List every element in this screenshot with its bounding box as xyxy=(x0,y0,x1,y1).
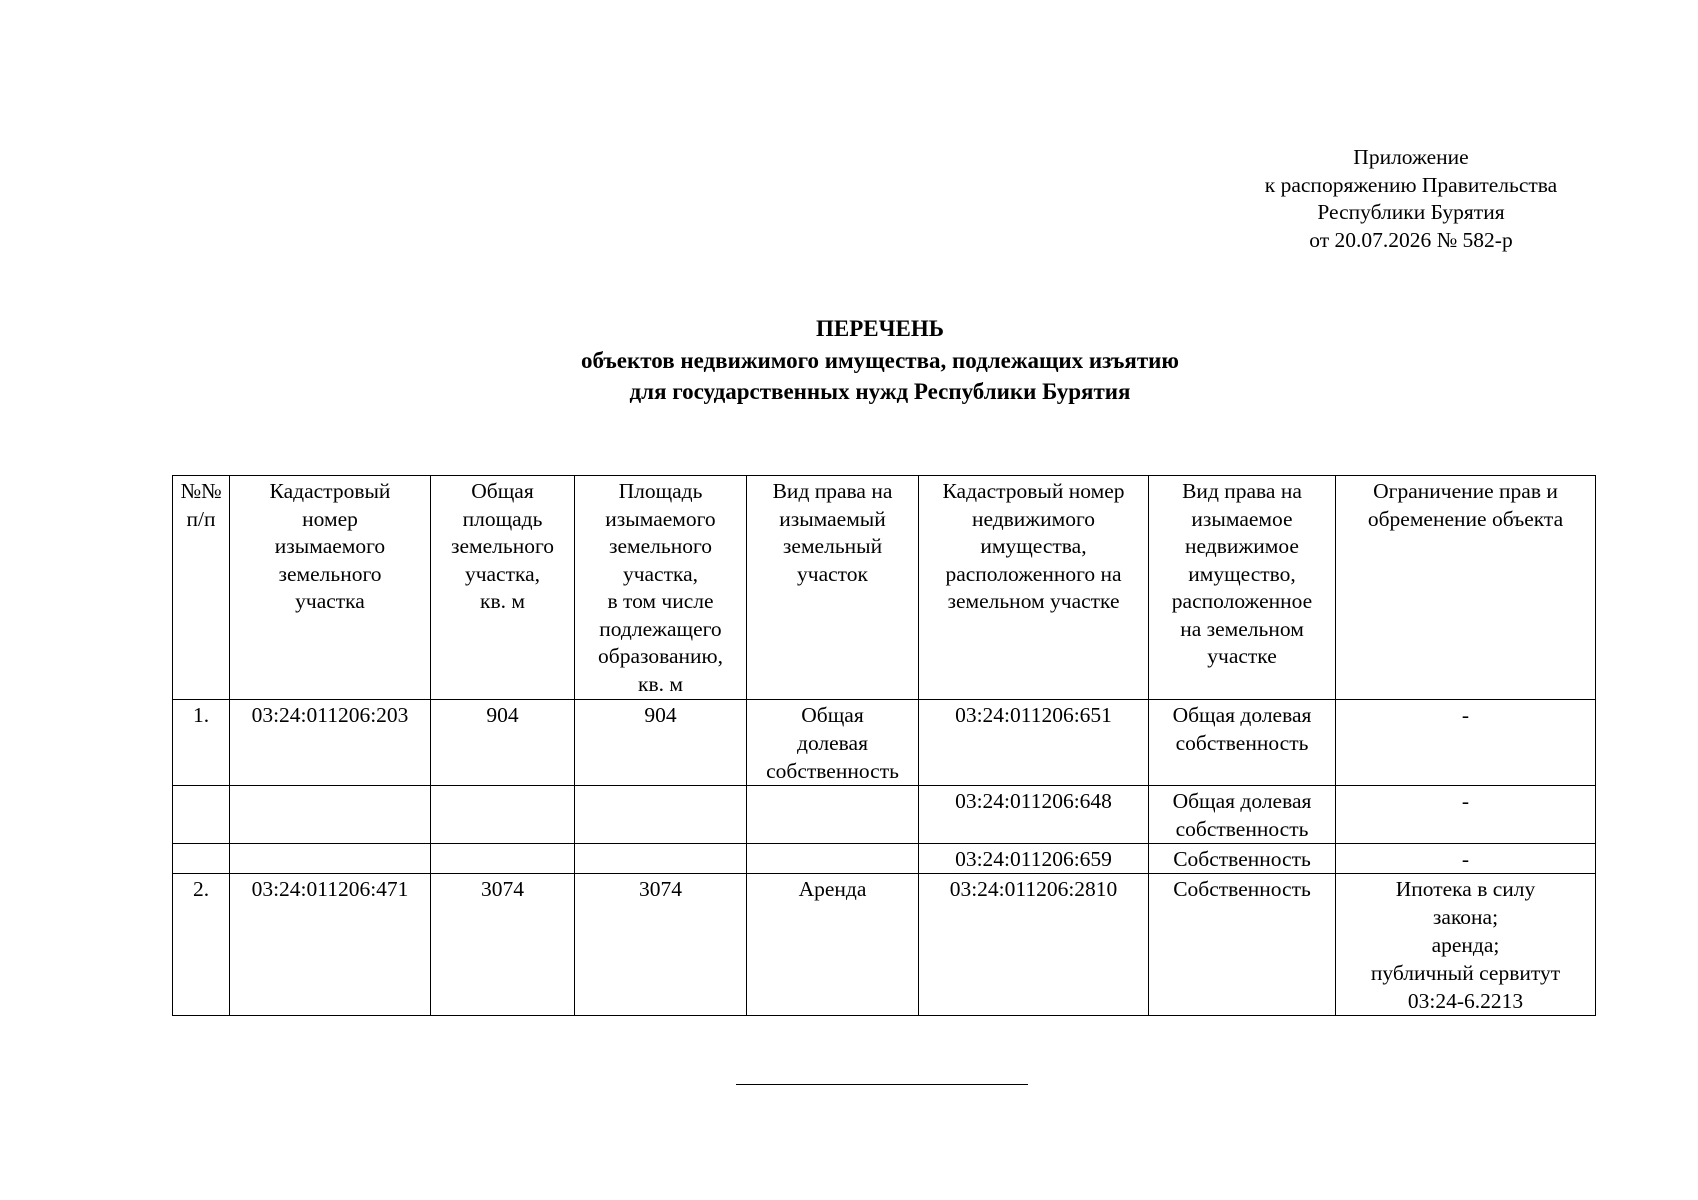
cell-line: Общая долевая xyxy=(1172,789,1312,813)
header-line: недвижимого xyxy=(971,506,1096,531)
cell-line: аренда; xyxy=(1431,933,1500,957)
table-cell xyxy=(747,874,919,1016)
table-cell xyxy=(1149,700,1336,786)
header-line: земельный xyxy=(782,534,883,558)
title-line: для государственных нужд Республики Бурятия xyxy=(629,379,1131,404)
table-cell xyxy=(173,786,230,844)
cell-line: долевая xyxy=(797,731,868,755)
cell-line: 03:24:011206:651 xyxy=(955,703,1112,727)
cell-line: - xyxy=(1461,703,1470,727)
cell-line: - xyxy=(1461,789,1470,813)
header-line: изымаемого xyxy=(605,506,716,531)
cell-line: собственность xyxy=(766,759,899,783)
table-cell xyxy=(230,700,431,786)
cell-line: публичный сервитут xyxy=(1370,961,1561,985)
table-cell xyxy=(230,786,431,844)
table-cell xyxy=(1336,844,1596,874)
cell-line: - xyxy=(1461,847,1470,871)
table-cell xyxy=(1149,786,1336,844)
cell-line: 03:24:011206:471 xyxy=(251,877,409,901)
header-line: п/п xyxy=(186,506,216,531)
header-line: земельного xyxy=(450,534,554,558)
header-line: Вид права на xyxy=(1182,479,1302,503)
cell-line: Общая долевая xyxy=(1172,703,1312,727)
table-cell xyxy=(747,786,919,844)
header-line: изымаемого xyxy=(274,534,386,558)
header-line: имущество, xyxy=(1188,561,1296,586)
header-line: участка, xyxy=(464,561,541,586)
cell-line: 1. xyxy=(192,703,210,727)
header-line: Ограничение прав и xyxy=(1373,479,1558,503)
appendix-line: к распоряжению Правительства xyxy=(1264,172,1558,197)
document-title xyxy=(440,313,1320,408)
header-line: земельного xyxy=(278,561,382,586)
header-line: подлежащего xyxy=(599,616,722,641)
cell-line: 03:24:011206:648 xyxy=(955,789,1112,813)
table-cell xyxy=(919,844,1149,874)
column-header xyxy=(747,476,919,700)
table-cell xyxy=(173,700,230,786)
cell-line: 03:24:011206:2810 xyxy=(949,877,1118,901)
property-table xyxy=(172,475,1596,1016)
header-line: имущества, xyxy=(980,534,1087,558)
cell-line: 2. xyxy=(192,877,210,901)
header-line: Кадастровый xyxy=(269,479,391,503)
appendix-note xyxy=(1236,144,1586,254)
table-cell xyxy=(747,844,919,874)
table-row xyxy=(173,844,1596,874)
header-line: обременение объекта xyxy=(1367,506,1564,531)
cell-line: собственность xyxy=(1175,817,1309,841)
appendix-line: от 20.07.2026 № 582-р xyxy=(1309,227,1513,252)
table-cell xyxy=(919,786,1149,844)
table-cell xyxy=(1336,874,1596,1016)
table-cell xyxy=(431,844,575,874)
header-line: расположенное xyxy=(1171,589,1313,613)
cell-line: Общая xyxy=(801,703,864,727)
footer-divider xyxy=(736,1084,1028,1085)
column-header xyxy=(919,476,1149,700)
header-line: на земельном xyxy=(1180,616,1304,641)
table-cell xyxy=(575,700,747,786)
table-cell xyxy=(1149,844,1336,874)
table-row xyxy=(173,700,1596,786)
header-line: кв. м xyxy=(638,671,683,696)
column-header xyxy=(1336,476,1596,700)
table-cell xyxy=(1149,874,1336,1016)
table-cell xyxy=(431,786,575,844)
table-cell xyxy=(747,700,919,786)
title-line: объектов недвижимого имущества, подлежащих изъятию xyxy=(580,347,1180,373)
header-line: Площадь xyxy=(618,479,703,503)
table-row xyxy=(173,786,1596,844)
header-line: участок xyxy=(797,561,868,586)
column-header xyxy=(431,476,575,700)
table-cell xyxy=(431,700,575,786)
header-line: изымаемое xyxy=(1191,506,1293,531)
header-line: кв. м xyxy=(480,589,525,613)
cell-line: 904 xyxy=(644,703,677,727)
column-header xyxy=(575,476,747,700)
table-body xyxy=(173,700,1596,1016)
header-line: №№ xyxy=(180,479,222,503)
table-cell xyxy=(575,844,747,874)
table-cell xyxy=(1336,786,1596,844)
cell-line: закона; xyxy=(1432,905,1499,929)
header-line: Кадастровый номер xyxy=(942,479,1125,503)
header-line: в том числе xyxy=(607,589,714,613)
cell-line: Собственность xyxy=(1173,877,1311,901)
table-cell xyxy=(575,786,747,844)
table-row xyxy=(173,874,1596,1016)
header-line: Вид права на xyxy=(772,479,893,503)
header-line: земельного xyxy=(608,534,712,558)
table-cell xyxy=(230,874,431,1016)
header-line: земельном участке xyxy=(947,589,1120,613)
cell-line: собственность xyxy=(1175,731,1309,755)
appendix-line: Приложение xyxy=(1353,145,1469,169)
table-cell xyxy=(431,874,575,1016)
table-header-row xyxy=(173,476,1596,700)
cell-line: 904 xyxy=(486,703,519,727)
table-cell xyxy=(575,874,747,1016)
header-line: номер xyxy=(302,506,358,531)
cell-line: Собственность xyxy=(1173,847,1311,871)
table-cell xyxy=(230,844,431,874)
table-cell xyxy=(173,844,230,874)
cell-line: Аренда xyxy=(798,877,867,901)
header-line: образованию, xyxy=(598,644,723,668)
header-line: изымаемый xyxy=(779,506,886,531)
table-cell xyxy=(919,700,1149,786)
cell-line: 03:24:011206:203 xyxy=(251,703,409,727)
column-header xyxy=(1149,476,1336,700)
table-cell xyxy=(173,874,230,1016)
header-line: недвижимое xyxy=(1185,534,1299,558)
cell-line: 03:24-6.2213 xyxy=(1407,989,1524,1013)
table-cell xyxy=(919,874,1149,1016)
header-line: Общая xyxy=(471,479,534,503)
header-line: участке xyxy=(1207,644,1277,668)
cell-line: 3074 xyxy=(639,877,682,901)
column-header xyxy=(173,476,230,700)
header-line: расположенного на xyxy=(945,561,1122,586)
header-line: участка xyxy=(295,589,365,613)
cell-line: Ипотека в силу xyxy=(1395,877,1536,901)
cell-line: 3074 xyxy=(481,877,524,901)
appendix-line: Республики Бурятия xyxy=(1317,200,1505,224)
column-header xyxy=(230,476,431,700)
header-line: участка, xyxy=(622,561,699,586)
title-line: ПЕРЕЧЕНЬ xyxy=(816,316,944,341)
header-line: площадь xyxy=(462,506,543,531)
cell-line: 03:24:011206:659 xyxy=(955,847,1112,871)
table-cell xyxy=(1336,700,1596,786)
